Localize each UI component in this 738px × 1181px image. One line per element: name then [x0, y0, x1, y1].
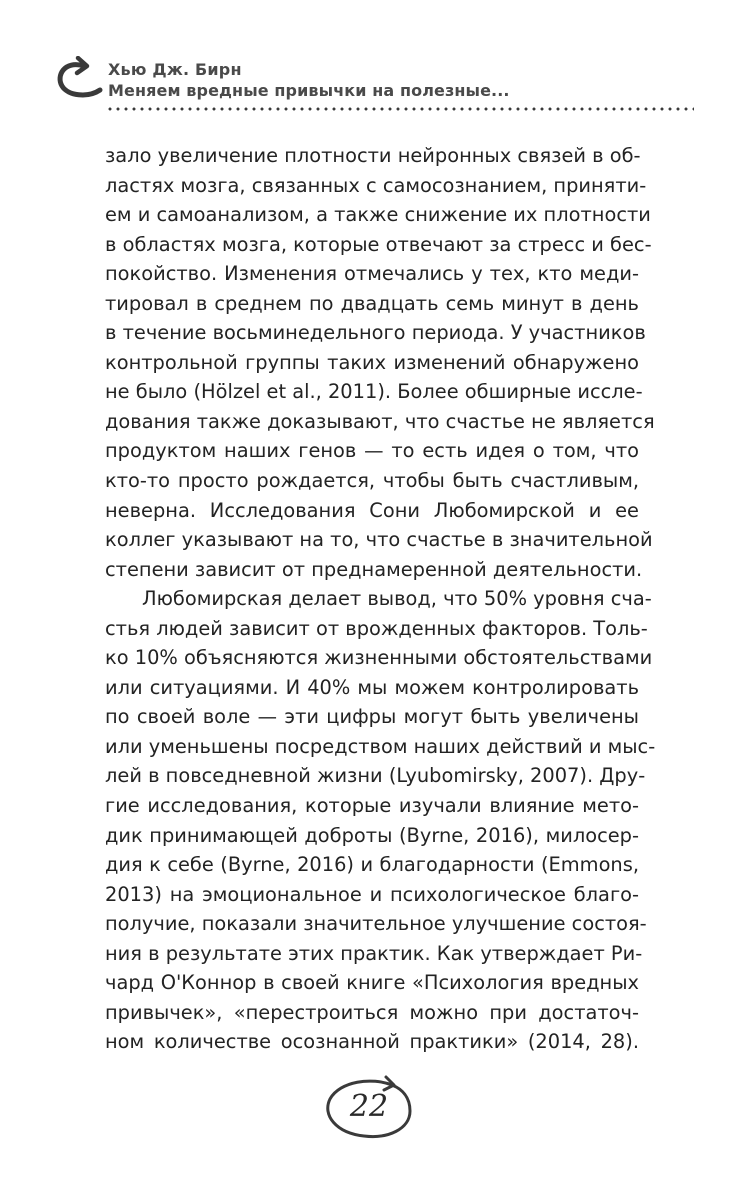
text-line: привычек», «перестроиться можно при достаточ- — [105, 1000, 639, 1024]
text-line: неверна. Исследования Сони Любомирской и ее — [105, 498, 639, 522]
text-line: получие, показали значительное улучшение состоя- — [105, 912, 647, 936]
text-line: ем и самоанализом, а также снижение их плотности — [105, 203, 651, 227]
text-line: в областях мозга, которые отвечают за стресс и бес- — [105, 232, 652, 256]
text-line: продуктом наших генов — то есть идея о том, что — [105, 439, 639, 463]
text-line: не было (Hölzel et al., 2011). Более обширные иссле- — [105, 380, 643, 404]
text-line: ластях мозга, связанных с самосознанием, приняти- — [105, 173, 647, 197]
text-line: покойство. Изменения отмечались у тех, кто меди- — [105, 262, 639, 286]
running-header — [48, 50, 698, 120]
text-line: гие исследования, которые изучали влияние мето- — [105, 794, 639, 818]
page-number-badge — [322, 1073, 416, 1143]
text-line: дик принимающей доброты (Byrne, 2016), милосер- — [105, 823, 639, 847]
text-line: ния в результате этих практик. Как утверждает Ри- — [105, 941, 643, 965]
text-line: в течение восьминедельного периода. У участников — [105, 321, 646, 345]
text-line: зало увеличение плотности нейронных связей в об- — [105, 144, 641, 167]
text-line: кто-то просто рождается, чтобы быть счастливым, — [105, 469, 639, 493]
text-line: коллег указывают на то, что счастье в значительной — [105, 528, 653, 552]
text-line: дия к себе (Byrne, 2016) и благодарности (Emmons, — [105, 853, 639, 877]
page-number: 22 — [349, 1089, 389, 1124]
text-line: или уменьшены посредством наших действий и мыс- — [105, 734, 656, 758]
text-line: тировал в среднем по двадцать семь минут в день — [105, 291, 639, 315]
curved-arrow-icon — [54, 56, 104, 102]
text-line: или ситуациями. И 40% мы можем контролировать — [105, 675, 639, 699]
text-line: дования также доказывают, что счастье не является — [105, 409, 655, 433]
text-line: контрольной группы таких изменений обнаружено — [105, 350, 639, 374]
header-author: Хью Дж. Бирн — [108, 60, 242, 79]
text-line: по своей воле — эти цифры могут быть увеличены — [105, 705, 639, 729]
text-line: Любомирская делает вывод, что 50% уровня сча- — [142, 587, 652, 611]
text-line: ко 10% объясняются жизненными обстоятельствами — [105, 646, 653, 670]
text-line: чард О'Коннор в своей книге «Психология вредных — [105, 971, 639, 995]
text-line: лей в повседневной жизни (Lyubomirsky, 2007). Дру- — [105, 764, 646, 788]
text-line: стья людей зависит от врожденных факторов. Толь- — [105, 616, 648, 640]
text-line: степени зависит от преднамеренной деятельности. — [105, 557, 643, 581]
header-book-title: Меняем вредные привычки на полезные... — [108, 81, 510, 100]
page-body-text — [105, 141, 656, 1057]
text-line: 2013) на эмоциональное и психологическое благо- — [105, 882, 639, 906]
text-line: ном количестве осознанной практики» (2014, 28). — [105, 1030, 639, 1054]
header-dotted-divider — [106, 106, 694, 112]
